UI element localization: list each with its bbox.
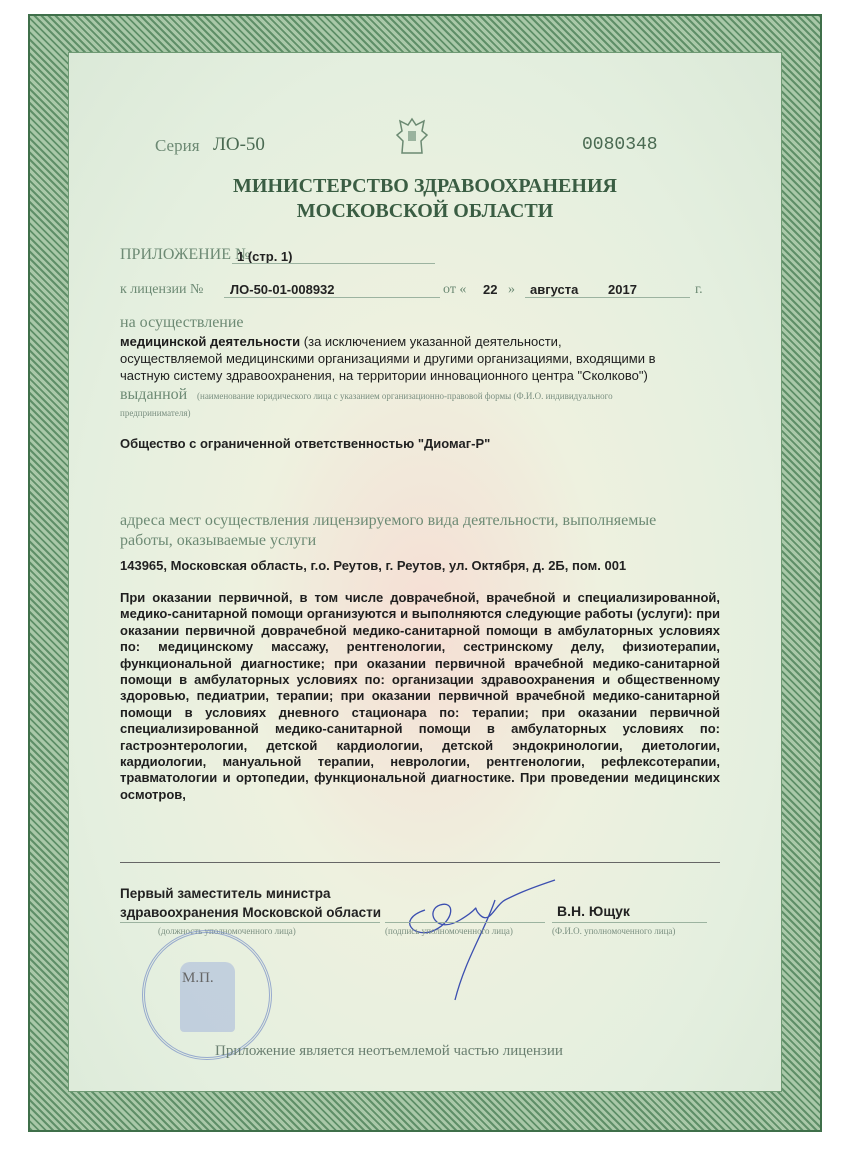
activity-line1: (за исключением указанной деятельности,	[300, 334, 562, 349]
signature-image	[395, 870, 565, 1010]
position-caption: (должность уполномоченного лица)	[158, 926, 296, 936]
activity-type: медицинской деятельности	[120, 334, 301, 349]
date-close-quote: »	[508, 282, 515, 297]
footer-note: Приложение является неотъемлемой частью лицензии	[215, 1043, 563, 1059]
seal-place-label: М.П.	[182, 970, 214, 986]
issued-caption-2: предпринимателя)	[120, 408, 191, 418]
series-value: ЛО-50	[213, 134, 265, 155]
signer-position-2: здравоохранения Московской области	[120, 905, 382, 920]
signature-caption: (подпись уполномоченного лица)	[385, 926, 513, 936]
name-caption: (Ф.И.О. уполномоченного лица)	[552, 926, 676, 936]
signer-name: В.Н. Ющук	[557, 903, 630, 919]
license-number: ЛО-50-01-008932	[230, 282, 335, 297]
license-label: к лицензии №	[120, 282, 204, 297]
ministry-title-line1: МИНИСТЕРСТВО ЗДРАВООХРАНЕНИЯ	[233, 175, 617, 197]
signer-position-1: Первый заместитель министра	[120, 886, 331, 901]
license-day: 22	[483, 282, 498, 297]
appendix-value: 1 (стр. 1)	[237, 249, 293, 264]
address-label-2: работы, оказываемые услуги	[120, 532, 317, 549]
activity-line2: осуществляемой медицинскими организациями и другими организациями, входящими в	[120, 351, 656, 366]
year-suffix: г.	[695, 282, 703, 297]
date-from-label: от «	[443, 282, 467, 297]
ministry-title-line2: МОСКОВСКОЙ ОБЛАСТИ	[296, 200, 554, 222]
issued-caption: (наименование юридического лица с указанием организационно-правовой формы (Ф.И.О. индивидуального	[197, 391, 613, 401]
license-month: августа	[530, 282, 579, 297]
activity-label: на осуществление	[120, 314, 244, 331]
appendix-label: ПРИЛОЖЕНИЕ №	[120, 246, 251, 263]
address-value: 143965, Московская область, г.о. Реутов, г. Реутов, ул. Октября, д. 2Б, пом. 001	[120, 558, 627, 573]
activity-line3: частную систему здравоохранения, на территории инновационного центра "Сколково")	[120, 368, 648, 383]
services-text: При оказании первичной, в том числе доврачебной, врачебной и специализированной, медико-санитарной помощи организуются и выполняются следующие работы (услуги): при оказании первичной доврачебной медико-санитарной помощи в амбулаторных условиях по: медицинскому массажу, рентгенологии, сестринскому делу, физиотерапии, функциональной диагностике; при оказании первичной врачебной медико-санитарной помощи в амбулаторных условиях по: организации здравоохранения и общественному здоровью, педиатрии, терапии; при оказании первичной врачебной медико-санитарной помощи в условиях дневного стационара по: терапии; при оказании первичной специализированной медико-санитарной помощи в амбулаторных условиях по: гастроэнтерологии, детской кардиологии, детской эндокринологии, диетологии, кардиологии, мануальной терапии, неврологии, рентгенологии, рефлексотерапии, травматологии и ортопедии, функциональной диагностике. При проведении медицинских осмотров,	[120, 590, 720, 802]
license-year: 2017	[608, 282, 637, 297]
coat-of-arms-icon	[395, 115, 429, 157]
issued-label: выданной	[120, 386, 188, 403]
form-number: 0080348	[582, 135, 658, 155]
company-name: Общество с ограниченной ответственностью "Диомаг-Р"	[120, 436, 491, 451]
series-label: Серия	[155, 136, 200, 155]
address-label-1: адреса мест осуществления лицензируемого вида деятельности, выполняемые	[120, 512, 657, 529]
